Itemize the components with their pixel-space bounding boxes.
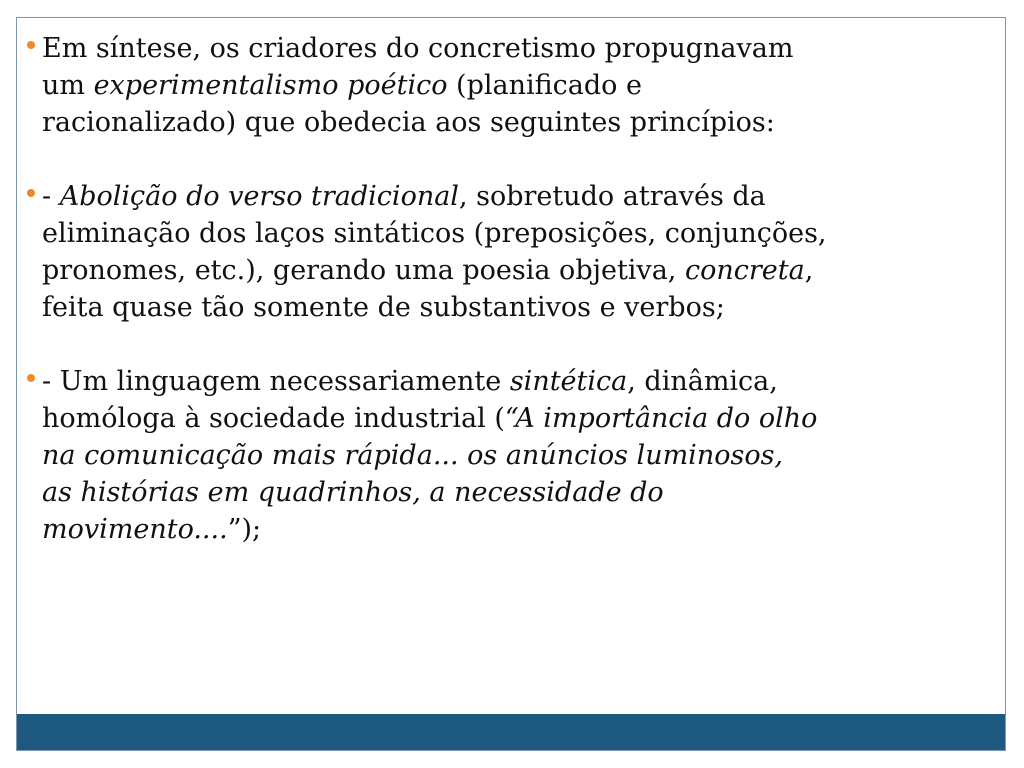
text-segment: (planificado e [447,70,642,101]
text-segment: eliminação dos laços sintáticos (preposições, conjunções, [42,218,827,249]
italic-segment: Abolição do verso tradicional [59,181,459,212]
text-segment: um [42,70,94,101]
text-segment: feita quase tão somente de substantivos e verbos; [42,292,725,323]
text-segment: - [42,181,60,212]
slide [16,17,1006,751]
slide-content [27,30,927,585]
bullet-text [42,30,927,141]
bullet-dot-icon [27,189,35,197]
bullet-dot-icon [27,41,35,49]
italic-segment: movimento.... [42,514,228,545]
text-segment: , dinâmica, [627,366,778,397]
bullet-dot-icon [27,374,35,382]
text-segment: ”); [227,514,262,545]
bullet-item [27,363,927,548]
bullet-item [27,30,927,141]
italic-segment: “A importância do olho [504,403,818,434]
bullet-text [42,178,927,326]
italic-segment: na comunicação mais rápida... os anúncios luminosos, [42,440,784,471]
italic-segment: sintética [509,366,628,397]
text-segment: racionalizado) que obedecia aos seguintes princípios: [42,107,775,138]
footer-bar [17,714,1005,750]
italic-segment: concreta [684,255,805,286]
text-segment: homóloga à sociedade industrial ( [42,403,505,434]
bullet-item [27,178,927,326]
text-segment: Em síntese, os criadores do concretismo propugnavam [42,33,794,64]
text-segment: , sobretudo através da [458,181,766,212]
text-segment: pronomes, etc.), gerando uma poesia objetiva, [42,255,685,286]
text-segment: - Um linguagem necessariamente [42,366,510,397]
italic-segment: as histórias em quadrinhos, a necessidade do [42,477,664,508]
italic-segment: experimentalismo poético [93,70,448,101]
bullet-text [42,363,927,548]
text-segment: , [804,255,814,286]
